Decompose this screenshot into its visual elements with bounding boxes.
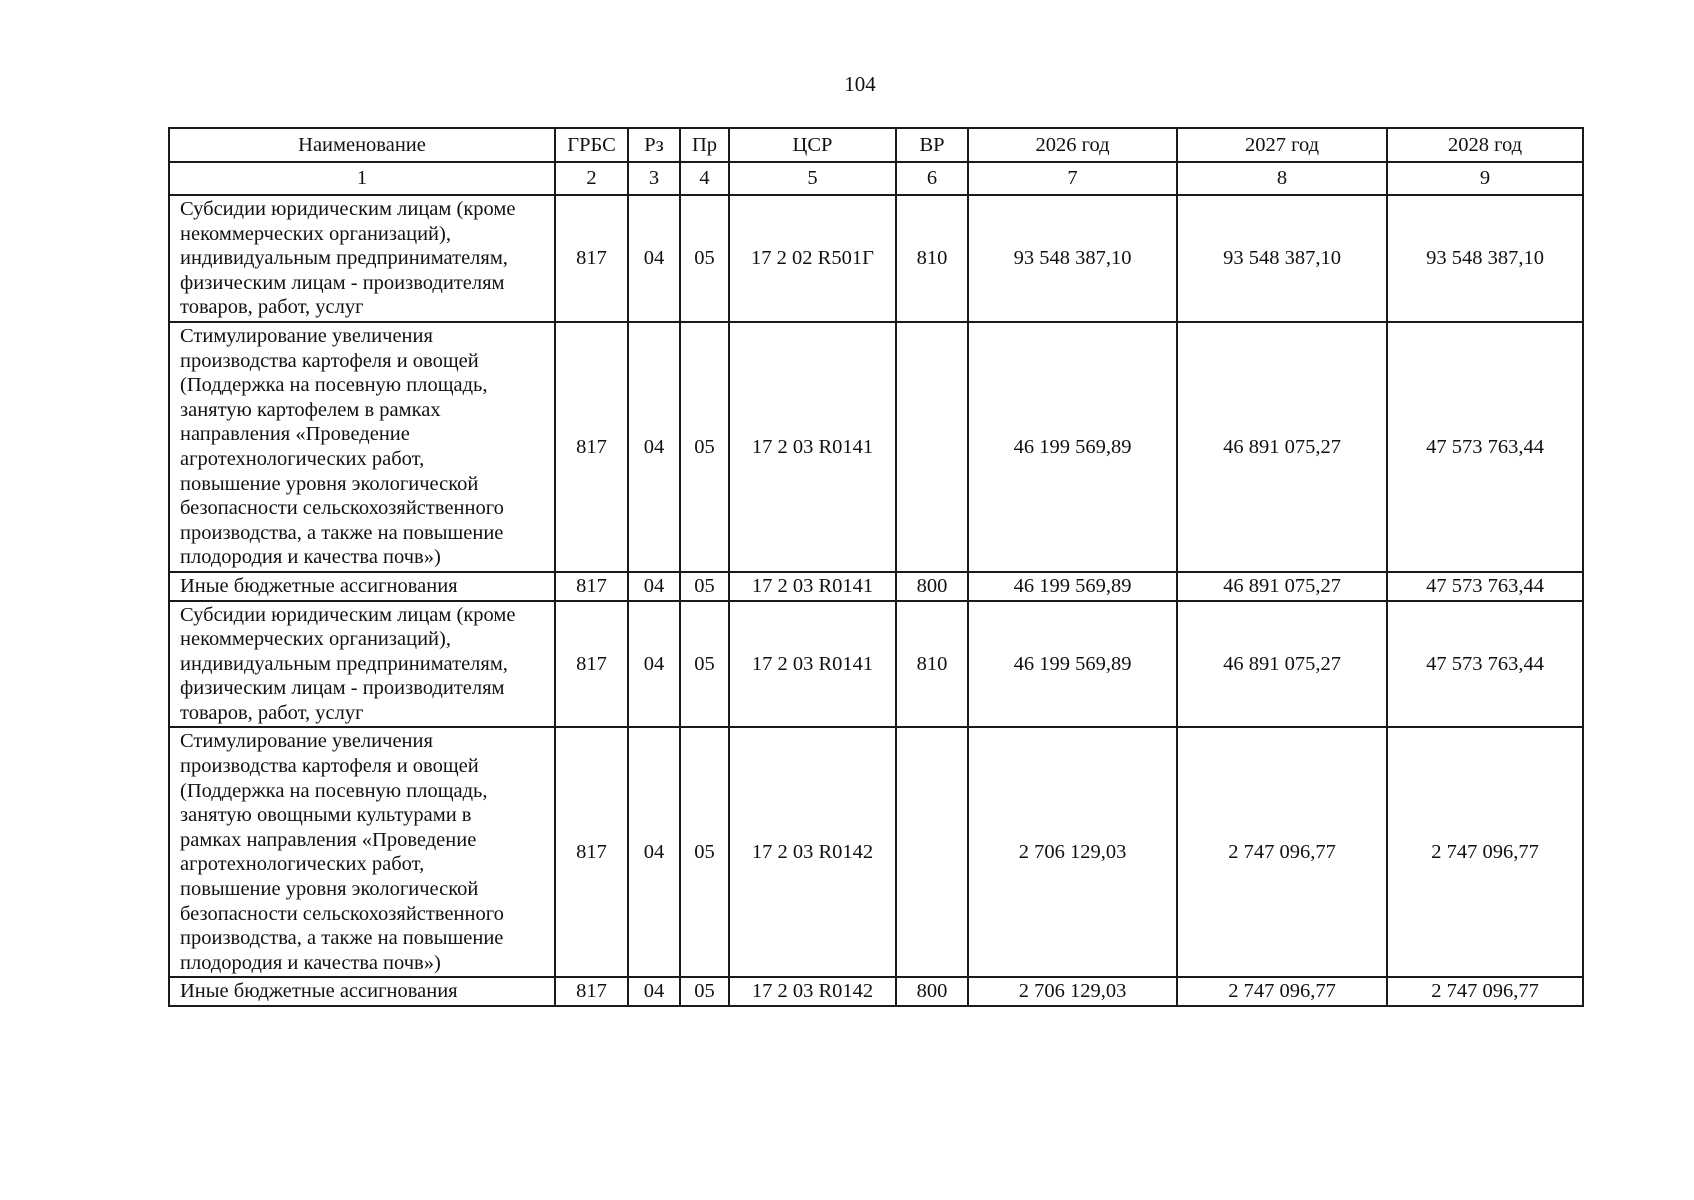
- cell-2026: 46 199 569,89: [968, 601, 1177, 728]
- cell-2028: 2 747 096,77: [1387, 727, 1583, 977]
- table-row: [169, 195, 1583, 322]
- page-number: 104: [844, 72, 876, 96]
- name-line: некоммерческих организаций),: [180, 222, 451, 245]
- name-line: производства, а также на повышение: [180, 927, 504, 950]
- header-rz: Рз: [628, 128, 680, 162]
- name-line: производства, а также на повышение: [180, 521, 504, 544]
- name-line: Стимулирование увеличения: [180, 730, 433, 753]
- name-line: Субсидии юридическим лицам (кроме: [180, 603, 516, 626]
- cell-vr: 800: [896, 977, 968, 1006]
- cell-grbs: 817: [555, 601, 628, 728]
- cell-pr: 05: [680, 727, 729, 977]
- cell-csr: 17 2 03 R0141: [729, 322, 896, 572]
- cell-grbs: 817: [555, 322, 628, 572]
- cell-rz: 04: [628, 601, 680, 728]
- table-row: [169, 322, 1583, 572]
- cell-2027: 93 548 387,10: [1177, 195, 1387, 322]
- header-pr: Пр: [680, 128, 729, 162]
- cell-grbs: 817: [555, 977, 628, 1006]
- column-number: 1: [169, 162, 555, 195]
- cell-2026: 2 706 129,03: [968, 727, 1177, 977]
- cell-vr: [896, 322, 968, 572]
- name-line: товаров, работ, услуг: [180, 296, 364, 319]
- table-row: [169, 727, 1583, 977]
- header-2026: 2026 год: [968, 128, 1177, 162]
- cell-csr: 17 2 03 R0142: [729, 727, 896, 977]
- column-number: 8: [1177, 162, 1387, 195]
- name-line: агротехнологических работ,: [180, 853, 425, 876]
- column-number: 7: [968, 162, 1177, 195]
- cell-csr: 17 2 03 R0141: [729, 601, 896, 728]
- table-row: [169, 977, 1583, 1006]
- cell-name: [169, 601, 555, 728]
- column-number: 6: [896, 162, 968, 195]
- table-body: [169, 195, 1583, 1006]
- name-line: повышение уровня экологической: [180, 878, 479, 901]
- cell-vr: [896, 727, 968, 977]
- name-line: (Поддержка на посевную площадь,: [180, 374, 488, 397]
- column-number: 4: [680, 162, 729, 195]
- cell-pr: 05: [680, 977, 729, 1006]
- name-line: плодородия и качества почв»): [180, 546, 441, 569]
- name-line: физическим лицам - производителям: [180, 271, 505, 294]
- cell-rz: 04: [628, 322, 680, 572]
- name-line: индивидуальным предпринимателям,: [180, 652, 508, 675]
- cell-csr: 17 2 03 R0142: [729, 977, 896, 1006]
- name-line: занятую картофелем в рамках: [180, 398, 441, 421]
- name-line: (Поддержка на посевную площадь,: [180, 779, 488, 802]
- header-csr: ЦСР: [729, 128, 896, 162]
- cell-pr: 05: [680, 572, 729, 601]
- cell-csr: 17 2 02 R501Г: [729, 195, 896, 322]
- cell-2028: 47 573 763,44: [1387, 601, 1583, 728]
- cell-2027: 46 891 075,27: [1177, 572, 1387, 601]
- name-line: физическим лицам - производителям: [180, 677, 505, 700]
- name-line: Иные бюджетные ассигнования: [180, 574, 458, 597]
- cell-pr: 05: [680, 601, 729, 728]
- column-number: 2: [555, 162, 628, 195]
- table-header: [169, 128, 1583, 195]
- column-number: 5: [729, 162, 896, 195]
- name-line: направления «Проведение: [180, 423, 410, 446]
- name-line: повышение уровня экологической: [180, 472, 479, 495]
- cell-2027: 2 747 096,77: [1177, 977, 1387, 1006]
- name-line: производства картофеля и овощей: [180, 755, 479, 778]
- column-number: 9: [1387, 162, 1583, 195]
- name-line: индивидуальным предпринимателям,: [180, 247, 508, 270]
- cell-pr: 05: [680, 195, 729, 322]
- cell-name: [169, 195, 555, 322]
- cell-pr: 05: [680, 322, 729, 572]
- cell-2028: 47 573 763,44: [1387, 572, 1583, 601]
- cell-2028: 47 573 763,44: [1387, 322, 1583, 572]
- name-line: безопасности сельскохозяйственного: [180, 902, 504, 925]
- column-number-row: [169, 162, 1583, 195]
- cell-2026: 46 199 569,89: [968, 322, 1177, 572]
- cell-grbs: 817: [555, 727, 628, 977]
- name-line: безопасности сельскохозяйственного: [180, 497, 504, 520]
- cell-vr: 810: [896, 195, 968, 322]
- header-vr: ВР: [896, 128, 968, 162]
- name-line: некоммерческих организаций),: [180, 628, 451, 651]
- cell-2026: 2 706 129,03: [968, 977, 1177, 1006]
- cell-rz: 04: [628, 727, 680, 977]
- cell-rz: 04: [628, 977, 680, 1006]
- name-line: занятую овощными культурами в: [180, 804, 472, 827]
- cell-rz: 04: [628, 572, 680, 601]
- cell-2026: 93 548 387,10: [968, 195, 1177, 322]
- cell-name: [169, 727, 555, 977]
- cell-2027: 46 891 075,27: [1177, 601, 1387, 728]
- name-line: агротехнологических работ,: [180, 447, 425, 470]
- name-line: плодородия и качества почв»): [180, 951, 441, 974]
- name-line: Иные бюджетные ассигнования: [180, 980, 458, 1003]
- cell-name: [169, 572, 555, 601]
- table-row: [169, 572, 1583, 601]
- cell-2027: 46 891 075,27: [1177, 322, 1387, 572]
- header-2028: 2028 год: [1387, 128, 1583, 162]
- name-line: Стимулирование увеличения: [180, 324, 433, 347]
- header-row: [169, 128, 1583, 162]
- cell-rz: 04: [628, 195, 680, 322]
- name-line: рамках направления «Проведение: [180, 828, 477, 851]
- cell-name: [169, 977, 555, 1006]
- cell-grbs: 817: [555, 572, 628, 601]
- table-row: [169, 601, 1583, 728]
- cell-csr: 17 2 03 R0141: [729, 572, 896, 601]
- name-line: Субсидии юридическим лицам (кроме: [180, 198, 516, 220]
- cell-vr: 800: [896, 572, 968, 601]
- name-line: товаров, работ, услуг: [180, 701, 364, 724]
- name-line: производства картофеля и овощей: [180, 349, 479, 372]
- header-grbs: ГРБС: [555, 128, 628, 162]
- cell-grbs: 817: [555, 195, 628, 322]
- cell-2028: 93 548 387,10: [1387, 195, 1583, 322]
- cell-name: [169, 322, 555, 572]
- cell-2028: 2 747 096,77: [1387, 977, 1583, 1006]
- cell-2027: 2 747 096,77: [1177, 727, 1387, 977]
- cell-2026: 46 199 569,89: [968, 572, 1177, 601]
- column-number: 3: [628, 162, 680, 195]
- cell-vr: 810: [896, 601, 968, 728]
- header-2027: 2027 год: [1177, 128, 1387, 162]
- budget-table: [168, 127, 1584, 1007]
- header-name: Наименование: [169, 128, 555, 162]
